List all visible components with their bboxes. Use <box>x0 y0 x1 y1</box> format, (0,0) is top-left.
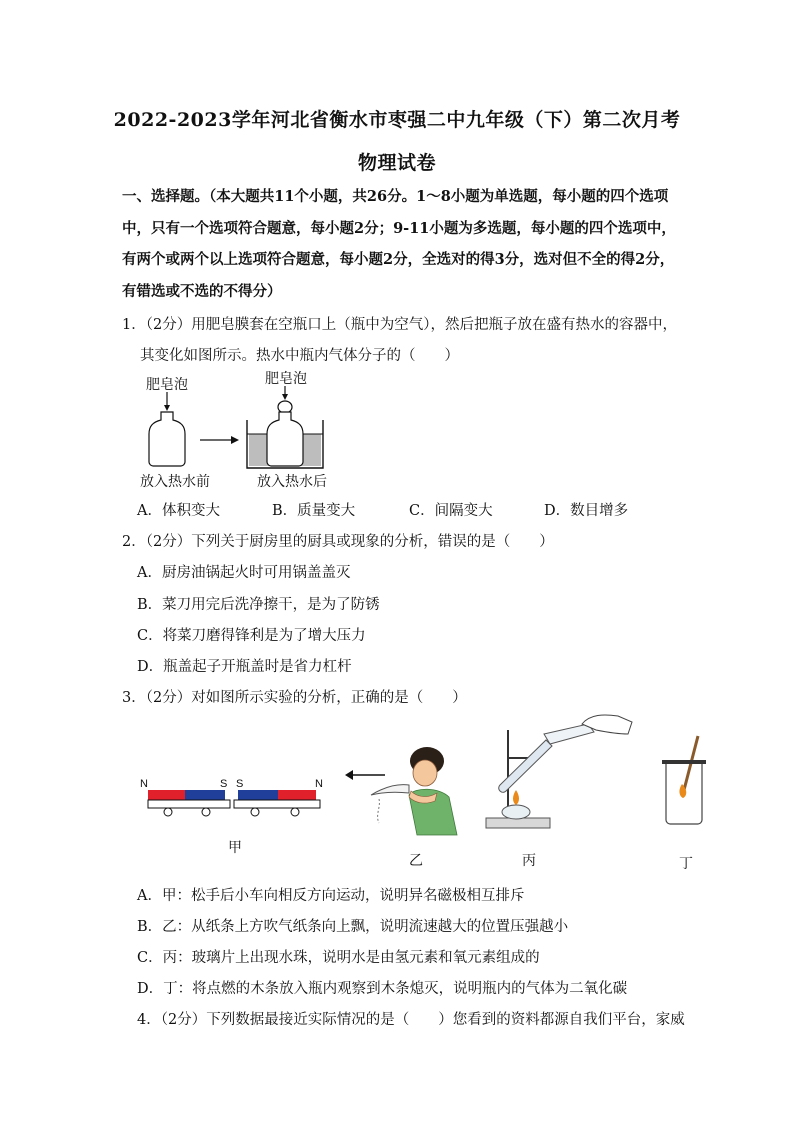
q1-option-a[interactable]: A．体积变大 <box>137 503 220 519</box>
magnet-label-n2: N <box>315 778 323 790</box>
q3-fig-ding-label: 丁 <box>679 856 693 872</box>
q3-stem: 3．（2分）对如图所示实验的分析，正确的是（ ） <box>122 690 467 706</box>
magnet-label-n1: N <box>140 778 148 790</box>
q1-fig-label-top1: 肥皂泡 <box>146 377 188 393</box>
q1-fig-caption2: 放入热水后 <box>257 474 327 490</box>
q1-option-d[interactable]: D．数目增多 <box>544 503 629 519</box>
section-instructions: 一、选择题。（本大题共11个小题，共26分。1～8小题为单选题，每小题的四个选项中，只有一个选项符合题意，每小题2分；9-11小题为多选题，每小题的四个选项中，有两个或两个以上选项符合题意，每小题2分，全选对的得3分，选对但不全的得2分，有错选或不选的不得分） <box>122 188 676 300</box>
label-arrowhead-2 <box>282 394 288 400</box>
cart2-wheel-left <box>251 808 259 816</box>
q2-stem: 2．（2分）下列关于厨房里的厨具或现象的分析，错误的是（ ） <box>122 534 554 550</box>
q1-bottle-figure <box>145 390 345 470</box>
soap-bubble <box>278 401 292 413</box>
bottle-after <box>267 412 303 466</box>
process-arrowhead <box>231 436 239 444</box>
bottle-before <box>149 412 185 466</box>
cart1-wheel-left <box>164 808 172 816</box>
q2-option-a[interactable]: A．厨房油锅起火时可用锅盖盖灭 <box>137 565 351 581</box>
magnet1-south <box>185 790 225 800</box>
page-subtitle: 物理试卷 <box>357 152 436 174</box>
lamp-body <box>502 805 530 819</box>
q1-fig-caption1: 放入热水前 <box>140 474 210 490</box>
cart1-body <box>148 800 230 808</box>
q1-option-c[interactable]: C．间隔变大 <box>409 503 493 519</box>
q3-fig-bing-label: 丙 <box>522 853 536 869</box>
paper-strip-tail <box>378 799 380 823</box>
q3-option-a[interactable]: A．甲：松手后小车向相反方向运动，说明异名磁极相互排斥 <box>137 888 525 904</box>
magnet2-south <box>238 790 278 800</box>
stand-base <box>486 818 550 828</box>
q3-option-b[interactable]: B．乙：从纸条上方吹气纸条向上飘，说明流速越大的位置压强越小 <box>137 919 569 935</box>
boy-face <box>413 760 437 786</box>
q3-fig-yi-label: 乙 <box>409 853 423 869</box>
magnet-label-s2: S <box>236 778 244 790</box>
test-tube <box>499 740 552 792</box>
q1-stem-line2: 其变化如图所示。热水中瓶内气体分子的（ ） <box>140 348 459 364</box>
q3-fig-yi-blowing <box>345 743 465 843</box>
jar-lid <box>662 760 706 764</box>
page-title: 2022-2023学年河北省衡水市枣强二中九年级（下）第二次月考 <box>113 109 681 131</box>
lamp-flame <box>513 790 519 805</box>
cart2-body <box>234 800 320 808</box>
paper-strip <box>371 785 409 795</box>
q2-option-d[interactable]: D．瓶盖起子开瓶盖时是省力杠杆 <box>137 659 352 675</box>
cart2-wheel-right <box>291 808 299 816</box>
q1-fig-label-top2: 肥皂泡 <box>265 371 307 387</box>
q2-option-b[interactable]: B．菜刀用完后洗净擦干，是为了防锈 <box>137 597 380 613</box>
q1-stem-line1: 1．（2分）用肥皂膜套在空瓶口上（瓶中为空气），然后把瓶子放在盛有热水的容器中， <box>122 317 677 333</box>
q4-stem: 4．（2分）下列数据最接近实际情况的是（ ）您看到的资料都源自我们平台，家威 <box>137 1012 685 1028</box>
q3-fig-jia-magnets <box>140 775 330 825</box>
magnet2-north <box>278 790 316 800</box>
label-arrowhead-1 <box>164 405 170 411</box>
q3-fig-bing-heating <box>478 710 638 835</box>
glass-plate <box>544 724 594 744</box>
magnet-label-s1: S <box>220 778 228 790</box>
q3-option-d[interactable]: D．丁：将点燃的木条放入瓶内观察到木条熄灭，说明瓶内的气体为二氧化碳 <box>137 981 628 997</box>
q2-option-c[interactable]: C．将菜刀磨得锋利是为了增大压力 <box>137 628 366 644</box>
airflow-arrowhead <box>345 770 353 780</box>
q3-option-c[interactable]: C．丙：玻璃片上出现水珠，说明水是由氢元素和氧元素组成的 <box>137 950 540 966</box>
magnet1-north <box>148 790 185 800</box>
cart1-wheel-right <box>202 808 210 816</box>
q1-option-b[interactable]: B．质量变大 <box>272 503 356 519</box>
q3-fig-jia-label: 甲 <box>228 840 242 856</box>
q3-fig-ding-jar <box>660 736 720 836</box>
